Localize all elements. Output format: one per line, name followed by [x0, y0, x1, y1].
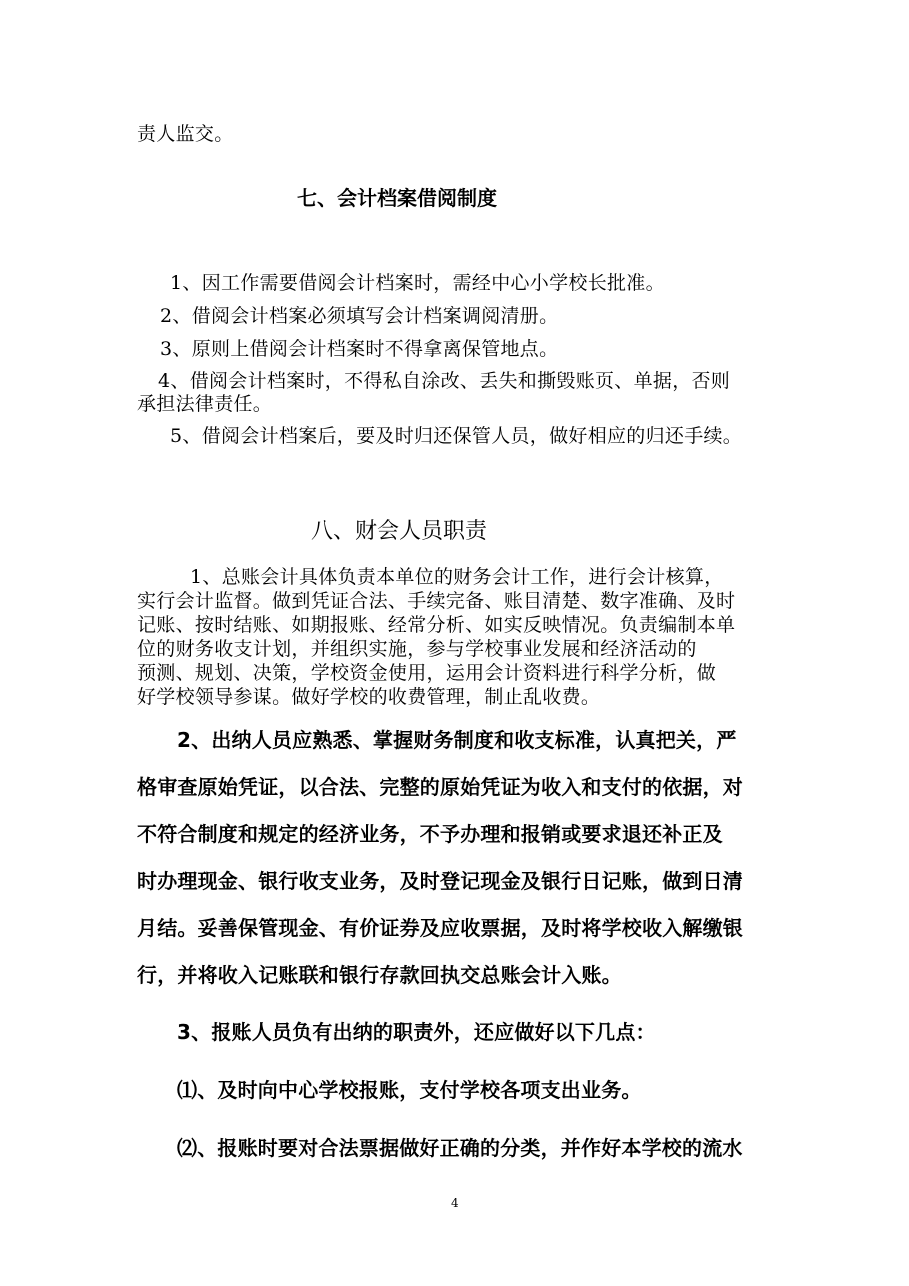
paragraph-1-line: 1、总账会计具体负责本单位的财务会计工作，进行会计核算， [190, 566, 724, 588]
paragraph-1-line: 好学校领导参谋。做好学校的收费管理，制止乱收费。 [137, 686, 601, 708]
section-7-item-1: 1、因工作需要借阅会计档案时，需经中心小学校长批准。 [170, 272, 665, 294]
paragraph-2-line: 时办理现金、银行收支业务，及时登记现金及银行日记账，做到日清 [137, 869, 743, 893]
paragraph-1-line: 预测、规划、决策，学校资金使用，运用会计资料进行科学分析，做 [137, 662, 717, 684]
paragraph-2-line: 不符合制度和规定的经济业务，不予办理和报销或要求退还补正及 [137, 822, 723, 846]
page-number: 4 [451, 1196, 459, 1210]
paragraph-2-line: 2、出纳人员应熟悉、掌握财务制度和收支标准，认真把关，严 [177, 728, 737, 752]
continued-text: 责人监交。 [137, 123, 234, 145]
paragraph-1-line: 实行会计监督。做到凭证合法、手续完备、账目清楚、数字准确、及时 [137, 590, 736, 612]
paragraph-3: 3、报账人员负有出纳的职责外，还应做好以下几点： [177, 1020, 656, 1044]
paragraph-2-line: 月结。妥善保管现金、有价证券及应收票据，及时将学校收入解缴银 [137, 916, 743, 940]
paragraph-1-line: 记账、按时结账、如期报账、经常分析、如实反映情况。负责编制本单 [137, 614, 736, 636]
paragraph-2-line: 格审查原始凭证，以合法、完整的原始凭证为收入和支付的依据，对 [137, 775, 743, 799]
sub-item-2: ⑵、报账时要对合法票据做好正确的分类，并作好本学校的流水 [177, 1136, 743, 1160]
paragraph-2-line: 行，并将收入记账联和银行存款回执交总账会计入账。 [137, 963, 622, 987]
sub-item-1: ⑴、及时向中心学校报账，支付学校各项支出业务。 [177, 1078, 642, 1102]
section-8-heading: 八、财会人员职责 [311, 519, 488, 544]
paragraph-1-line: 位的财务收支计划，并组织实施，参与学校事业发展和经济活动的 [137, 638, 697, 660]
section-7-item-2: 2、借阅会计档案必须填写会计档案调阅清册。 [160, 305, 559, 327]
section-7-heading: 七、会计档案借阅制度 [297, 186, 497, 210]
section-7-item-4: 4、借阅会计档案时，不得私自涂改、丢失和撕毁账页、单据，否则 [158, 370, 731, 392]
section-7-item-5: 5、借阅会计档案后，要及时归还保管人员，做好相应的归还手续。 [170, 425, 743, 447]
section-7-item-3: 3、原则上借阅会计档案时不得拿离保管地点。 [160, 338, 559, 360]
section-7-item-4-cont: 承担法律责任。 [137, 393, 273, 415]
